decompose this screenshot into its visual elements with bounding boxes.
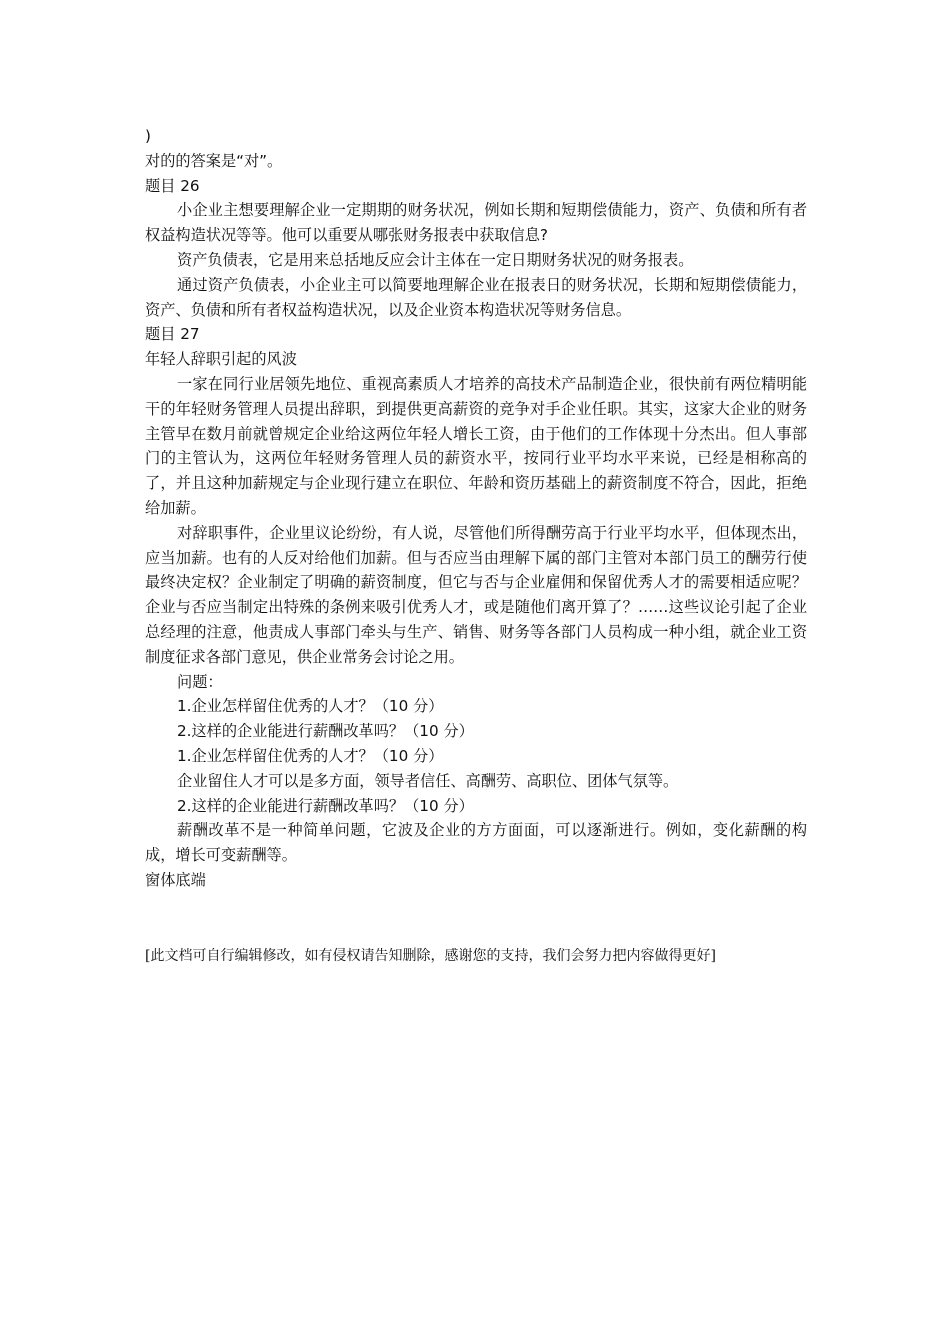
questions-label: 问题： [177,672,223,691]
answer-question-2: 薪酬改革不是一种简单问题，它波及企业的方方面面，可以逐渐进行。例如，变化薪酬的构成，增长可变薪酬等。 [145,821,807,865]
answer-question-1: 企业留住人才可以是多方面，领导者信任、高酬劳、高职位、团体气氛等。 [177,771,679,790]
question-2: 2.这样的企业能进行薪酬改革吗？（10 分） [177,722,474,741]
form-bottom: 窗体底端 [145,870,206,889]
question-26-heading: 题目 26 [145,176,200,195]
question-27-heading: 题目 27 [145,325,200,344]
question-1: 1.企业怎样留住优秀的人才？（10 分） [177,697,444,716]
case-paragraph-2: 对辞职事件，企业里议论纷纷，有人说，尽管他们所得酬劳高于行业平均水平，但体现杰出，应当加薪。也有的人反对给他们加薪。但与否应当由理解下属的部门主管对本部门员工的酬劳行使最终决定权？企业制定了明确的薪资制度，但它与否与企业雇佣和保留优秀人才的需要相适应呢？企业与否应当制定出特殊的条例来吸引优秀人才，或是随他们离开算了？……这些议论引起了企业总经理的注意，他责成人事部门牵头与生产、销售、财务等各部门人员构成一种小组，就企业工资制度征求各部门意见，供企业常务会讨论之用。 [145,523,807,666]
document-body [145,124,807,893]
case-paragraph-1: 一家在同行业居领先地位、重视高素质人才培养的高技术产品制造企业，很快前有两位精明能干的年轻财务管理人员提出辞职，到提供更高薪资的竞争对手企业任职。其实，这家大企业的财务主管早在数月前就曾规定企业给这两位年轻人增长工资，由于他们的工作体现十分杰出。但人事部门的主管认为，这两位年轻财务管理人员的薪资水平，按同行业平均水平来说，已经是相称高的了，并且这种加薪规定与企业现行建立在职位、年龄和资历基础上的薪资制度不符合，因此，拒绝给加薪。 [145,374,807,517]
answer-question-1-heading: 1.企业怎样留住优秀的人才？（10 分） [177,746,444,765]
question-26-answer-2: 通过资产负债表，小企业主可以简要地理解企业在报表日的财务状况，长期和短期偿债能力，资产、负债和所有者权益构造状况，以及企业资本构造状况等财务信息。 [145,275,807,319]
question-26-answer-1: 资产负债表，它是用来总括地反应会计主体在一定日期财务状况的财务报表。 [177,250,694,269]
question-26-prompt: 小企业主想要理解企业一定期期的财务状况，例如长期和短期偿债能力，资产、负债和所有者权益构造状况等等。他可以重要从哪张财务报表中获取信息? [145,201,807,245]
answer-question-2-heading: 2.这样的企业能进行薪酬改革吗？（10 分） [177,796,474,815]
case-title: 年轻人辞职引起的风波 [145,350,297,369]
answer-line: 对的的答案是“对”。 [145,151,283,170]
footer-note: [此文档可自行编辑修改，如有侵权请告知删除，感谢您的支持，我们会努力把内容做得更好] [145,948,716,964]
closing-paren: ) [145,127,151,145]
